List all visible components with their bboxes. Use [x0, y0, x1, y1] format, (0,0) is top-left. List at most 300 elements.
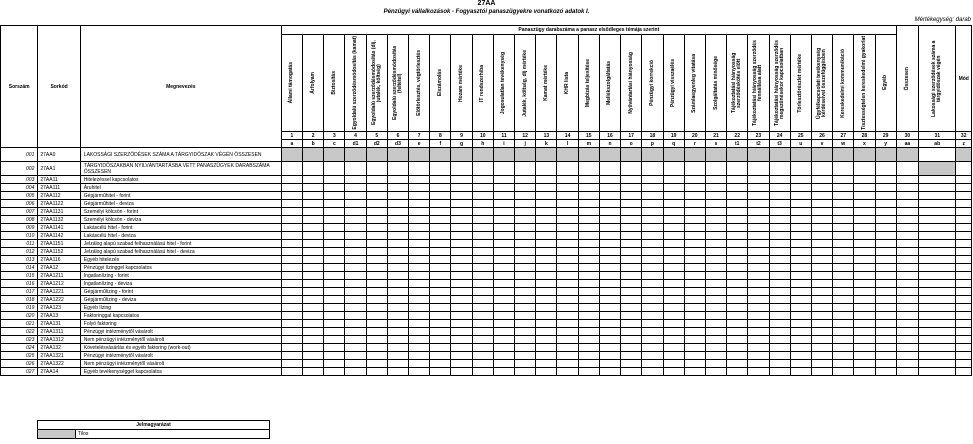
data-cell[interactable] — [303, 288, 324, 296]
data-cell[interactable] — [875, 192, 896, 200]
data-cell[interactable] — [790, 232, 811, 240]
data-cell[interactable] — [919, 208, 956, 216]
data-cell[interactable] — [451, 232, 472, 240]
data-cell[interactable] — [956, 224, 972, 232]
data-cell[interactable] — [919, 162, 956, 176]
data-cell[interactable] — [409, 148, 430, 162]
data-cell[interactable] — [409, 288, 430, 296]
data-cell[interactable] — [727, 232, 748, 240]
data-cell[interactable] — [281, 248, 302, 256]
data-cell[interactable] — [303, 162, 324, 176]
data-cell[interactable] — [366, 312, 387, 320]
data-cell[interactable] — [472, 264, 493, 272]
data-cell[interactable] — [684, 224, 705, 232]
data-cell[interactable] — [833, 352, 854, 360]
data-cell[interactable] — [472, 280, 493, 288]
data-cell[interactable] — [387, 344, 408, 352]
data-cell[interactable] — [303, 184, 324, 192]
data-cell[interactable] — [324, 216, 345, 224]
data-cell[interactable] — [515, 208, 536, 216]
data-cell[interactable] — [409, 256, 430, 264]
data-cell[interactable] — [324, 200, 345, 208]
data-cell[interactable] — [875, 216, 896, 224]
data-cell[interactable] — [451, 162, 472, 176]
data-cell[interactable] — [366, 368, 387, 376]
data-cell[interactable] — [430, 360, 451, 368]
data-cell[interactable] — [919, 176, 956, 184]
data-cell[interactable] — [790, 304, 811, 312]
data-cell[interactable] — [599, 248, 620, 256]
data-cell[interactable] — [705, 336, 726, 344]
data-cell[interactable] — [727, 288, 748, 296]
data-cell[interactable] — [727, 216, 748, 224]
data-cell[interactable] — [854, 352, 875, 360]
data-cell[interactable] — [833, 304, 854, 312]
data-cell[interactable] — [578, 162, 599, 176]
data-cell[interactable] — [769, 336, 790, 344]
data-cell[interactable] — [387, 256, 408, 264]
data-cell[interactable] — [684, 176, 705, 184]
data-cell[interactable] — [790, 248, 811, 256]
data-cell[interactable] — [748, 320, 769, 328]
data-cell[interactable] — [705, 280, 726, 288]
data-cell[interactable] — [663, 200, 684, 208]
data-cell[interactable] — [684, 248, 705, 256]
data-cell[interactable] — [345, 256, 366, 264]
data-cell[interactable] — [578, 344, 599, 352]
data-cell[interactable] — [727, 256, 748, 264]
data-cell[interactable] — [324, 148, 345, 162]
data-cell[interactable] — [854, 232, 875, 240]
data-cell[interactable] — [303, 352, 324, 360]
data-cell[interactable] — [919, 344, 956, 352]
data-cell[interactable] — [896, 148, 918, 162]
data-cell[interactable] — [790, 352, 811, 360]
data-cell[interactable] — [705, 312, 726, 320]
data-cell[interactable] — [281, 360, 302, 368]
data-cell[interactable] — [684, 272, 705, 280]
data-cell[interactable] — [557, 272, 578, 280]
data-cell[interactable] — [875, 368, 896, 376]
data-cell[interactable] — [324, 344, 345, 352]
data-cell[interactable] — [811, 184, 832, 192]
data-cell[interactable] — [303, 304, 324, 312]
data-cell[interactable] — [324, 240, 345, 248]
data-cell[interactable] — [956, 296, 972, 304]
data-cell[interactable] — [875, 232, 896, 240]
data-cell[interactable] — [956, 264, 972, 272]
data-cell[interactable] — [705, 288, 726, 296]
data-cell[interactable] — [536, 336, 557, 344]
data-cell[interactable] — [557, 288, 578, 296]
data-cell[interactable] — [833, 320, 854, 328]
data-cell[interactable] — [557, 312, 578, 320]
data-cell[interactable] — [387, 328, 408, 336]
data-cell[interactable] — [919, 264, 956, 272]
data-cell[interactable] — [748, 176, 769, 184]
data-cell[interactable] — [536, 176, 557, 184]
data-cell[interactable] — [956, 200, 972, 208]
data-cell[interactable] — [324, 304, 345, 312]
data-cell[interactable] — [557, 296, 578, 304]
data-cell[interactable] — [493, 352, 514, 360]
data-cell[interactable] — [578, 184, 599, 192]
data-cell[interactable] — [430, 224, 451, 232]
data-cell[interactable] — [748, 232, 769, 240]
data-cell[interactable] — [599, 232, 620, 240]
data-cell[interactable] — [557, 148, 578, 162]
data-cell[interactable] — [705, 224, 726, 232]
data-cell[interactable] — [790, 328, 811, 336]
data-cell[interactable] — [833, 360, 854, 368]
data-cell[interactable] — [409, 208, 430, 216]
data-cell[interactable] — [472, 296, 493, 304]
data-cell[interactable] — [748, 288, 769, 296]
data-cell[interactable] — [409, 192, 430, 200]
data-cell[interactable] — [578, 272, 599, 280]
data-cell[interactable] — [833, 272, 854, 280]
data-cell[interactable] — [769, 264, 790, 272]
data-cell[interactable] — [919, 368, 956, 376]
data-cell[interactable] — [663, 344, 684, 352]
data-cell[interactable] — [366, 176, 387, 184]
data-cell[interactable] — [896, 272, 918, 280]
data-cell[interactable] — [536, 208, 557, 216]
data-cell[interactable] — [896, 200, 918, 208]
data-cell[interactable] — [303, 200, 324, 208]
data-cell[interactable] — [956, 184, 972, 192]
data-cell[interactable] — [451, 148, 472, 162]
data-cell[interactable] — [281, 280, 302, 288]
data-cell[interactable] — [387, 336, 408, 344]
data-cell[interactable] — [281, 368, 302, 376]
data-cell[interactable] — [663, 216, 684, 224]
data-cell[interactable] — [727, 272, 748, 280]
data-cell[interactable] — [472, 224, 493, 232]
data-cell[interactable] — [515, 320, 536, 328]
data-cell[interactable] — [748, 148, 769, 162]
data-cell[interactable] — [811, 208, 832, 216]
data-cell[interactable] — [430, 312, 451, 320]
data-cell[interactable] — [833, 192, 854, 200]
data-cell[interactable] — [557, 304, 578, 312]
data-cell[interactable] — [790, 192, 811, 200]
data-cell[interactable] — [663, 304, 684, 312]
data-cell[interactable] — [769, 320, 790, 328]
data-cell[interactable] — [451, 288, 472, 296]
data-cell[interactable] — [451, 312, 472, 320]
data-cell[interactable] — [536, 288, 557, 296]
data-cell[interactable] — [409, 336, 430, 344]
data-cell[interactable] — [663, 248, 684, 256]
data-cell[interactable] — [875, 148, 896, 162]
data-cell[interactable] — [833, 184, 854, 192]
data-cell[interactable] — [833, 176, 854, 184]
data-cell[interactable] — [493, 280, 514, 288]
data-cell[interactable] — [684, 264, 705, 272]
data-cell[interactable] — [515, 148, 536, 162]
data-cell[interactable] — [875, 352, 896, 360]
data-cell[interactable] — [493, 368, 514, 376]
data-cell[interactable] — [409, 248, 430, 256]
data-cell[interactable] — [578, 200, 599, 208]
data-cell[interactable] — [430, 352, 451, 360]
data-cell[interactable] — [536, 232, 557, 240]
data-cell[interactable] — [493, 288, 514, 296]
data-cell[interactable] — [599, 336, 620, 344]
data-cell[interactable] — [833, 232, 854, 240]
data-cell[interactable] — [599, 368, 620, 376]
data-cell[interactable] — [833, 328, 854, 336]
data-cell[interactable] — [599, 352, 620, 360]
data-cell[interactable] — [896, 264, 918, 272]
data-cell[interactable] — [324, 208, 345, 216]
data-cell[interactable] — [493, 344, 514, 352]
data-cell[interactable] — [324, 192, 345, 200]
data-cell[interactable] — [536, 368, 557, 376]
data-cell[interactable] — [705, 296, 726, 304]
data-cell[interactable] — [472, 312, 493, 320]
data-cell[interactable] — [875, 304, 896, 312]
data-cell[interactable] — [515, 240, 536, 248]
data-cell[interactable] — [578, 148, 599, 162]
data-cell[interactable] — [599, 360, 620, 368]
data-cell[interactable] — [430, 304, 451, 312]
data-cell[interactable] — [345, 272, 366, 280]
data-cell[interactable] — [599, 208, 620, 216]
data-cell[interactable] — [875, 344, 896, 352]
data-cell[interactable] — [811, 320, 832, 328]
data-cell[interactable] — [663, 368, 684, 376]
data-cell[interactable] — [324, 272, 345, 280]
data-cell[interactable] — [281, 304, 302, 312]
data-cell[interactable] — [515, 192, 536, 200]
data-cell[interactable] — [663, 232, 684, 240]
data-cell[interactable] — [727, 312, 748, 320]
data-cell[interactable] — [345, 320, 366, 328]
data-cell[interactable] — [536, 184, 557, 192]
data-cell[interactable] — [409, 184, 430, 192]
data-cell[interactable] — [811, 192, 832, 200]
data-cell[interactable] — [748, 264, 769, 272]
data-cell[interactable] — [875, 224, 896, 232]
data-cell[interactable] — [896, 296, 918, 304]
data-cell[interactable] — [345, 192, 366, 200]
data-cell[interactable] — [387, 296, 408, 304]
data-cell[interactable] — [536, 352, 557, 360]
data-cell[interactable] — [430, 162, 451, 176]
data-cell[interactable] — [919, 184, 956, 192]
data-cell[interactable] — [769, 232, 790, 240]
data-cell[interactable] — [409, 162, 430, 176]
data-cell[interactable] — [366, 200, 387, 208]
data-cell[interactable] — [663, 288, 684, 296]
data-cell[interactable] — [281, 256, 302, 264]
data-cell[interactable] — [833, 224, 854, 232]
data-cell[interactable] — [684, 184, 705, 192]
data-cell[interactable] — [621, 224, 642, 232]
data-cell[interactable] — [663, 320, 684, 328]
data-cell[interactable] — [684, 360, 705, 368]
data-cell[interactable] — [493, 296, 514, 304]
data-cell[interactable] — [599, 176, 620, 184]
data-cell[interactable] — [956, 216, 972, 224]
data-cell[interactable] — [769, 304, 790, 312]
data-cell[interactable] — [748, 200, 769, 208]
data-cell[interactable] — [303, 328, 324, 336]
data-cell[interactable] — [748, 248, 769, 256]
data-cell[interactable] — [536, 248, 557, 256]
data-cell[interactable] — [303, 264, 324, 272]
data-cell[interactable] — [536, 224, 557, 232]
data-cell[interactable] — [621, 216, 642, 224]
data-cell[interactable] — [811, 344, 832, 352]
data-cell[interactable] — [854, 344, 875, 352]
data-cell[interactable] — [956, 304, 972, 312]
data-cell[interactable] — [451, 280, 472, 288]
data-cell[interactable] — [854, 288, 875, 296]
data-cell[interactable] — [578, 208, 599, 216]
data-cell[interactable] — [705, 200, 726, 208]
data-cell[interactable] — [621, 288, 642, 296]
data-cell[interactable] — [956, 336, 972, 344]
data-cell[interactable] — [833, 264, 854, 272]
data-cell[interactable] — [705, 192, 726, 200]
data-cell[interactable] — [748, 184, 769, 192]
data-cell[interactable] — [727, 208, 748, 216]
data-cell[interactable] — [303, 320, 324, 328]
data-cell[interactable] — [919, 320, 956, 328]
data-cell[interactable] — [663, 280, 684, 288]
data-cell[interactable] — [919, 336, 956, 344]
data-cell[interactable] — [642, 336, 663, 344]
data-cell[interactable] — [472, 368, 493, 376]
data-cell[interactable] — [769, 224, 790, 232]
data-cell[interactable] — [663, 336, 684, 344]
data-cell[interactable] — [684, 192, 705, 200]
data-cell[interactable] — [854, 240, 875, 248]
data-cell[interactable] — [727, 328, 748, 336]
data-cell[interactable] — [642, 344, 663, 352]
data-cell[interactable] — [875, 264, 896, 272]
data-cell[interactable] — [324, 184, 345, 192]
data-cell[interactable] — [896, 184, 918, 192]
data-cell[interactable] — [409, 328, 430, 336]
data-cell[interactable] — [430, 184, 451, 192]
data-cell[interactable] — [727, 360, 748, 368]
data-cell[interactable] — [875, 176, 896, 184]
data-cell[interactable] — [727, 304, 748, 312]
data-cell[interactable] — [727, 248, 748, 256]
data-cell[interactable] — [854, 320, 875, 328]
data-cell[interactable] — [811, 176, 832, 184]
data-cell[interactable] — [345, 312, 366, 320]
data-cell[interactable] — [748, 162, 769, 176]
data-cell[interactable] — [621, 162, 642, 176]
data-cell[interactable] — [790, 162, 811, 176]
data-cell[interactable] — [557, 328, 578, 336]
data-cell[interactable] — [642, 320, 663, 328]
data-cell[interactable] — [387, 368, 408, 376]
data-cell[interactable] — [727, 200, 748, 208]
data-cell[interactable] — [705, 360, 726, 368]
data-cell[interactable] — [854, 336, 875, 344]
data-cell[interactable] — [536, 216, 557, 224]
data-cell[interactable] — [642, 192, 663, 200]
data-cell[interactable] — [366, 336, 387, 344]
data-cell[interactable] — [875, 360, 896, 368]
data-cell[interactable] — [345, 240, 366, 248]
data-cell[interactable] — [536, 344, 557, 352]
data-cell[interactable] — [854, 280, 875, 288]
data-cell[interactable] — [896, 216, 918, 224]
data-cell[interactable] — [811, 232, 832, 240]
data-cell[interactable] — [790, 320, 811, 328]
data-cell[interactable] — [684, 304, 705, 312]
data-cell[interactable] — [919, 148, 956, 162]
data-cell[interactable] — [875, 312, 896, 320]
data-cell[interactable] — [684, 352, 705, 360]
data-cell[interactable] — [811, 336, 832, 344]
data-cell[interactable] — [727, 344, 748, 352]
data-cell[interactable] — [790, 360, 811, 368]
data-cell[interactable] — [748, 304, 769, 312]
data-cell[interactable] — [430, 328, 451, 336]
data-cell[interactable] — [769, 240, 790, 248]
data-cell[interactable] — [599, 192, 620, 200]
data-cell[interactable] — [345, 296, 366, 304]
data-cell[interactable] — [621, 280, 642, 288]
data-cell[interactable] — [578, 192, 599, 200]
data-cell[interactable] — [451, 264, 472, 272]
data-cell[interactable] — [919, 288, 956, 296]
data-cell[interactable] — [409, 344, 430, 352]
data-cell[interactable] — [663, 176, 684, 184]
data-cell[interactable] — [281, 224, 302, 232]
data-cell[interactable] — [472, 240, 493, 248]
data-cell[interactable] — [387, 208, 408, 216]
data-cell[interactable] — [303, 208, 324, 216]
data-cell[interactable] — [663, 328, 684, 336]
data-cell[interactable] — [896, 162, 918, 176]
data-cell[interactable] — [956, 232, 972, 240]
data-cell[interactable] — [663, 352, 684, 360]
data-cell[interactable] — [790, 240, 811, 248]
data-cell[interactable] — [451, 200, 472, 208]
data-cell[interactable] — [557, 232, 578, 240]
data-cell[interactable] — [366, 296, 387, 304]
data-cell[interactable] — [684, 344, 705, 352]
data-cell[interactable] — [515, 176, 536, 184]
data-cell[interactable] — [956, 208, 972, 216]
data-cell[interactable] — [366, 224, 387, 232]
data-cell[interactable] — [578, 304, 599, 312]
data-cell[interactable] — [621, 360, 642, 368]
data-cell[interactable] — [727, 296, 748, 304]
data-cell[interactable] — [515, 352, 536, 360]
data-cell[interactable] — [896, 368, 918, 376]
data-cell[interactable] — [345, 200, 366, 208]
data-cell[interactable] — [387, 240, 408, 248]
data-cell[interactable] — [366, 162, 387, 176]
data-cell[interactable] — [896, 328, 918, 336]
data-cell[interactable] — [557, 176, 578, 184]
data-cell[interactable] — [345, 328, 366, 336]
data-cell[interactable] — [811, 148, 832, 162]
data-cell[interactable] — [303, 248, 324, 256]
data-cell[interactable] — [515, 162, 536, 176]
data-cell[interactable] — [748, 352, 769, 360]
